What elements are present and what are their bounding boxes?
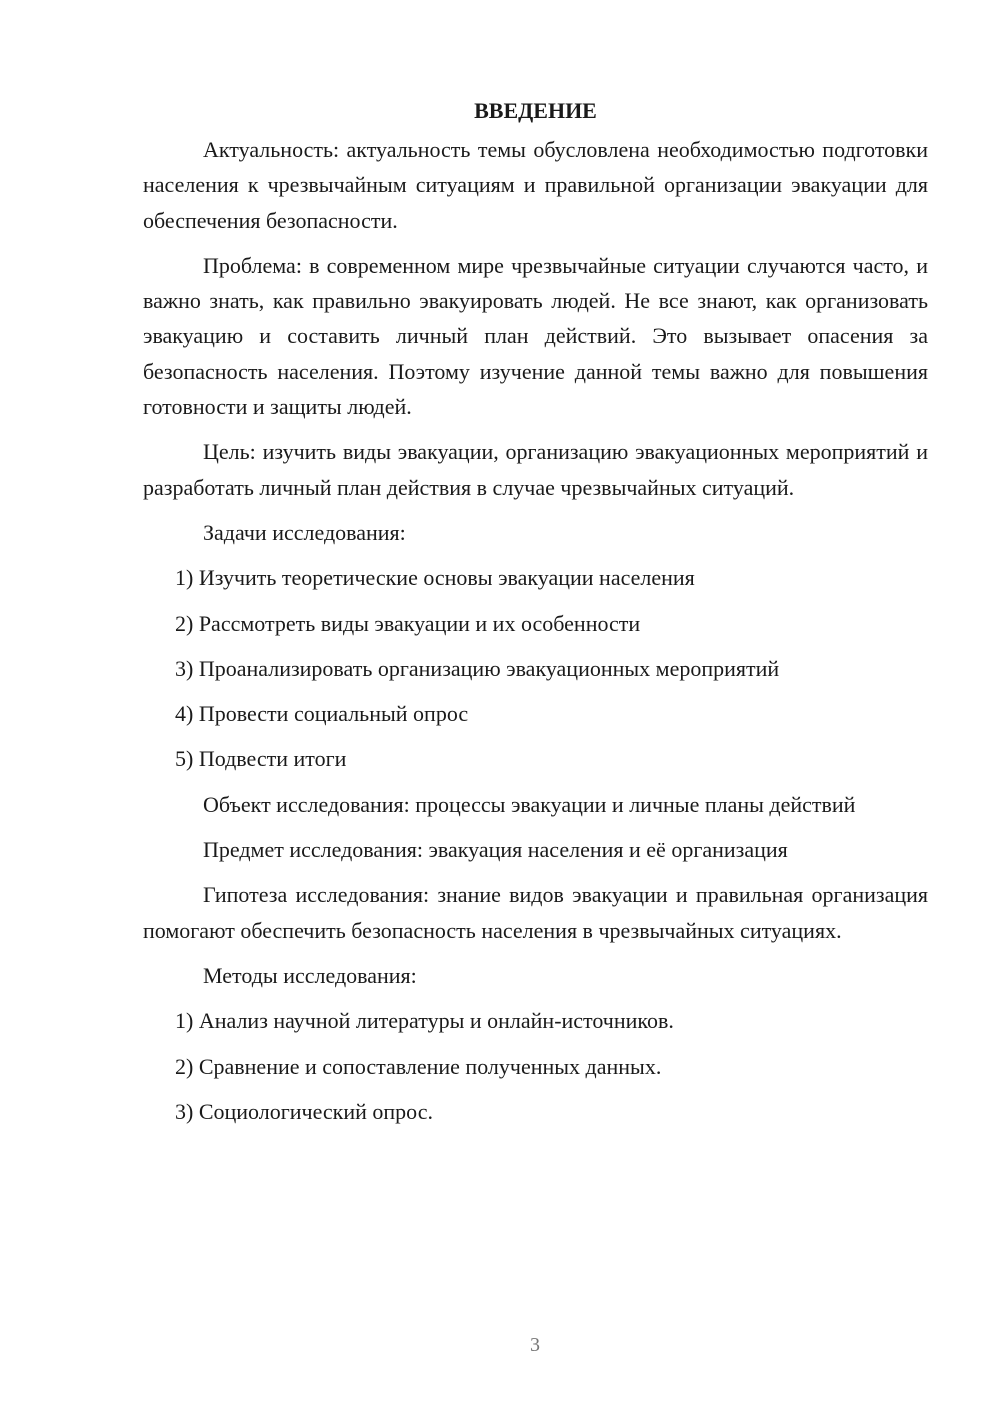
relevance-paragraph: Актуальность: актуальность темы обусловлена необходимостью подготовки населения к чрезвычайным ситуациям и правильной организации эвакуации для обеспечения безопасности.: [143, 137, 928, 233]
list-item: 2) Сравнение и сопоставление полученных данных.: [175, 1053, 662, 1079]
goal-paragraph: Цель: изучить виды эвакуации, организацию эвакуационных мероприятий и разработать личный план действия в случае чрезвычайных ситуаций.: [143, 439, 928, 500]
list-item: 3) Проанализировать организацию эвакуационных мероприятий: [175, 655, 780, 681]
page-number: 3: [530, 1334, 540, 1356]
document-page: [143, 90, 928, 1129]
tasks-list: [143, 560, 928, 776]
section-title: ВВЕДЕНИЕ: [474, 98, 597, 123]
methods-heading: Методы исследования:: [203, 962, 417, 988]
list-item: 1) Изучить теоретические основы эвакуации населения: [175, 565, 695, 591]
hypothesis-paragraph: Гипотеза исследования: знание видов эвакуации и правильная организация помогают обеспечить безопасность населения в чрезвычайных ситуациях.: [143, 882, 928, 943]
list-item: 2) Рассмотреть виды эвакуации и их особенности: [175, 610, 641, 636]
methods-list: [143, 1003, 928, 1129]
list-item: 1) Анализ научной литературы и онлайн-источников.: [175, 1008, 674, 1034]
object-paragraph: Объект исследования: процессы эвакуации и личные планы действий: [203, 791, 856, 817]
list-item: 5) Подвести итоги: [175, 746, 347, 772]
list-item: 4) Провести социальный опрос: [175, 701, 469, 727]
list-item: 3) Социологический опрос.: [175, 1098, 433, 1124]
tasks-heading: Задачи исследования:: [203, 519, 406, 545]
subject-paragraph: Предмет исследования: эвакуация населения и её организация: [203, 837, 788, 863]
problem-paragraph: Проблема: в современном мире чрезвычайные ситуации случаются часто, и важно знать, как правильно эвакуировать людей. Не все знают, как организовать эвакуацию и составить личный план действий. Это вызывает опасения за безопасность населения. Поэтому изучение данной темы важно для повышения готовности и защиты людей.: [143, 252, 928, 420]
